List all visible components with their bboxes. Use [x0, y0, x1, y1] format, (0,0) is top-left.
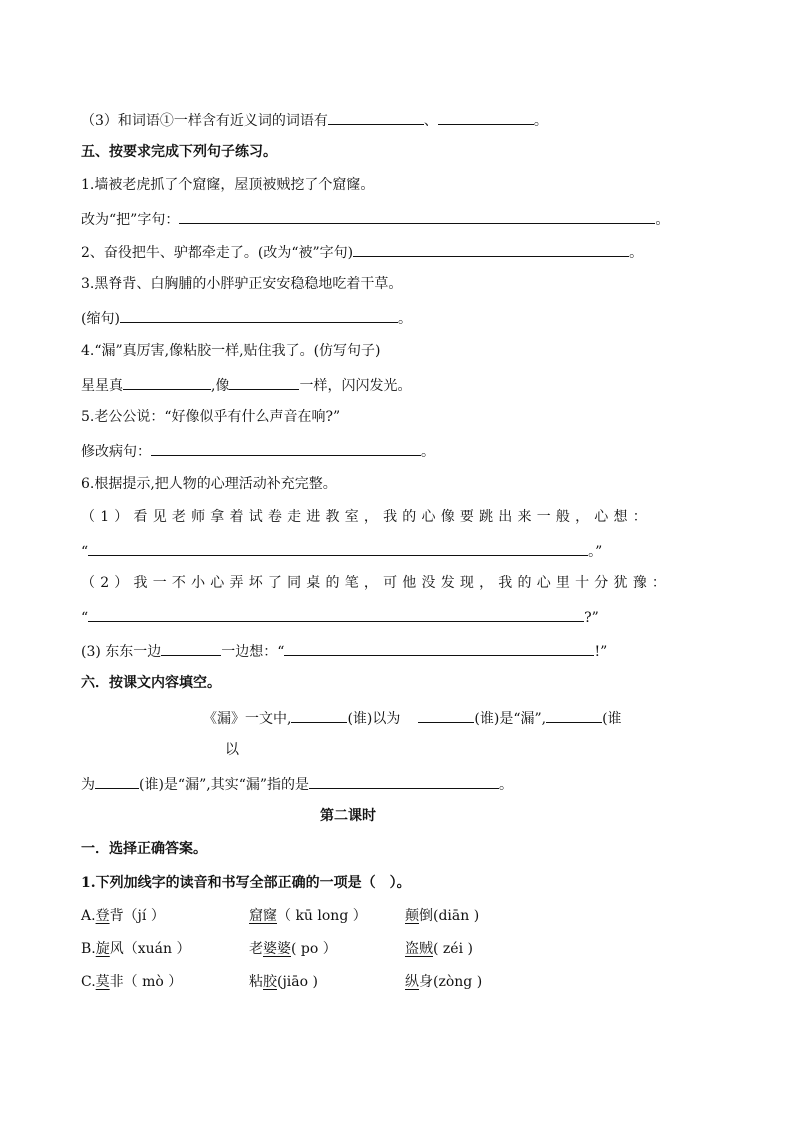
- q4-part-a: 星星真: [81, 378, 123, 394]
- sec6-line-2: [81, 774, 513, 794]
- sec6-l1-part-d: (谁: [602, 711, 622, 727]
- q3-end: 。: [397, 311, 412, 327]
- q6-p1-answer-line: [81, 541, 602, 561]
- sec6-l2-end: 。: [499, 777, 514, 793]
- q3-prompt: (缩句): [81, 311, 120, 327]
- option-c-word3: [405, 973, 482, 991]
- option-b-word2-rest: ( po ）: [291, 941, 337, 957]
- q6-p2-text: （2）我一不小心弄坏了同桌的笔，可他没发现，我的心里十分犹豫：: [81, 575, 672, 591]
- q6-p3-line: [81, 641, 607, 661]
- q3-answer-line: [81, 308, 412, 328]
- q5-prompt: 修改病句：: [81, 444, 151, 460]
- q6-p2-open-quote: “: [81, 610, 89, 626]
- sec6-title: 六．按课文内容填空。: [81, 675, 221, 691]
- sec6-wrap-text: 以: [225, 742, 239, 758]
- option-a-word1-underlined: 登: [95, 908, 110, 924]
- sec5-title: 五、按要求完成下列句子练习。: [81, 144, 277, 160]
- q6-p2-blank[interactable]: [88, 607, 584, 622]
- option-a[interactable]: [81, 907, 165, 925]
- q6-p1-text: （1）看见老师拿着试卷走进教室，我的心像要跳出来一般，心想：: [81, 509, 652, 525]
- option-b-word3: [405, 940, 473, 958]
- option-c-label: C.: [81, 974, 96, 990]
- sec6-blank-3[interactable]: [546, 708, 602, 723]
- option-b-label: B.: [81, 941, 96, 957]
- option-a-word3: [405, 907, 479, 925]
- q5-answer-line: [81, 441, 435, 461]
- q4-blank-1[interactable]: [123, 375, 211, 390]
- option-c-word1-underlined: 莫: [95, 974, 110, 990]
- q6-text: 6.根据提示,把人物的心理活动补充完整。: [81, 476, 337, 492]
- option-c-word2: [249, 973, 318, 991]
- q6-p1-blank[interactable]: [88, 541, 588, 556]
- q3-text: 3.黑脊背、白胸脯的小胖驴正安安稳稳地吃着干草。: [81, 276, 403, 292]
- option-a-word2-rest: （ kū long ）: [277, 908, 367, 924]
- s4-q3-blank-1[interactable]: [328, 110, 424, 125]
- option-a-word2-underlined: 窟窿: [249, 908, 277, 924]
- option-b[interactable]: [81, 940, 190, 958]
- q6-p1-end: 。”: [588, 544, 603, 560]
- option-b-word2-plain: 老: [249, 941, 263, 957]
- q6-p3-blank-1[interactable]: [161, 641, 221, 656]
- sec6-l1-part-b: (谁)以为: [347, 711, 401, 727]
- q6-p3-part-a: (3) 东东一边: [81, 644, 162, 660]
- option-c-word2-rest: (jiāo ): [277, 974, 318, 990]
- q4-text: 4.“漏”真厉害,像粘胶一样,贴住我了。(仿写句子): [81, 343, 381, 359]
- sec6-blank-5[interactable]: [309, 774, 499, 789]
- q2-line: [81, 242, 643, 262]
- option-c-word1-rest: 非（ mò ）: [109, 974, 183, 990]
- q6-p2-end: ?”: [584, 610, 599, 626]
- option-c[interactable]: [81, 973, 182, 991]
- option-b-word1-underlined: 旋: [95, 941, 110, 957]
- s4-q3-sep: 、: [423, 113, 438, 129]
- sec6-line-1: [203, 708, 622, 728]
- option-a-word1-rest: 背（jí ）: [109, 908, 165, 924]
- s4-q3-text: （3）和词语①一样含有近义词的词语有: [81, 113, 328, 129]
- q1-prompt: 改为“把”字句：: [81, 212, 180, 228]
- q4-blank-2[interactable]: [229, 375, 299, 390]
- sec6-blank-4[interactable]: [95, 774, 139, 789]
- q6-p3-blank-2[interactable]: [284, 641, 594, 656]
- sec6-l2-part-b: (谁)是“漏”,其实“漏”指的是: [139, 777, 310, 793]
- q4-answer-line: [81, 375, 411, 395]
- q6-p2-answer-line: [81, 607, 599, 627]
- q4-part-b: ,像: [211, 378, 230, 394]
- option-b-word2-underlined: 婆婆: [263, 941, 291, 957]
- option-a-label: A.: [81, 908, 96, 924]
- q5-blank[interactable]: [151, 441, 421, 456]
- q2-end: 。: [629, 245, 644, 261]
- option-b-word3-underlined: 盗贼: [405, 941, 433, 957]
- sec6-blank-1[interactable]: [291, 708, 347, 723]
- q5-end: 。: [421, 444, 435, 460]
- sec6-l2-part-a: 为: [81, 777, 95, 793]
- option-c-word2-underlined: 胶: [263, 974, 277, 990]
- sec6-blank-2[interactable]: [418, 708, 474, 723]
- q6-p1-open-quote: “: [81, 544, 89, 560]
- q6-p3-end: !”: [594, 644, 608, 660]
- option-a-word2: [249, 907, 367, 925]
- q3-blank[interactable]: [120, 308, 398, 323]
- lesson2-sec1-title: 一．选择正确答案。: [81, 841, 207, 857]
- q1-end: 。: [655, 212, 670, 228]
- option-b-word2: [249, 940, 337, 958]
- lesson2-title: 第二课时: [320, 808, 376, 824]
- sec6-l1-part-a: 《漏》一文中,: [203, 711, 292, 727]
- q1-blank[interactable]: [179, 209, 655, 224]
- q2-blank[interactable]: [353, 242, 629, 257]
- option-a-word3-rest: 倒(diān ): [419, 908, 480, 924]
- option-c-word2-plain: 粘: [249, 974, 263, 990]
- q1-answer-line: [81, 209, 669, 229]
- q6-p3-part-b: 一边想：“: [221, 644, 285, 660]
- option-c-word3-underlined: 纵: [405, 974, 419, 990]
- option-a-word3-underlined: 颠: [405, 908, 419, 924]
- q4-part-c: 一样，闪闪发光。: [299, 378, 412, 394]
- s4-q3-line: [81, 110, 548, 130]
- option-b-word1-rest: 风（xuán ）: [109, 941, 191, 957]
- q1-text: 1.墙被老虎抓了个窟窿，屋顶被贼挖了个窟窿。: [81, 177, 375, 193]
- q5-text: 5.老公公说：“好像似乎有什么声音在响?”: [81, 409, 341, 425]
- s4-q3-blank-2[interactable]: [438, 110, 534, 125]
- s4-q3-end: 。: [533, 113, 548, 129]
- sec6-l1-part-c: (谁)是“漏”,: [474, 711, 547, 727]
- q2-text: 2、奋役把牛、驴都牵走了。(改为“被”字句): [81, 245, 354, 261]
- option-c-word3-rest: 身(zòng ): [419, 974, 483, 990]
- lesson2-q1: 1.下列加线字的读音和书写全部正确的一项是（ ）。: [81, 875, 411, 891]
- option-b-word3-rest: ( zéi ): [433, 941, 473, 957]
